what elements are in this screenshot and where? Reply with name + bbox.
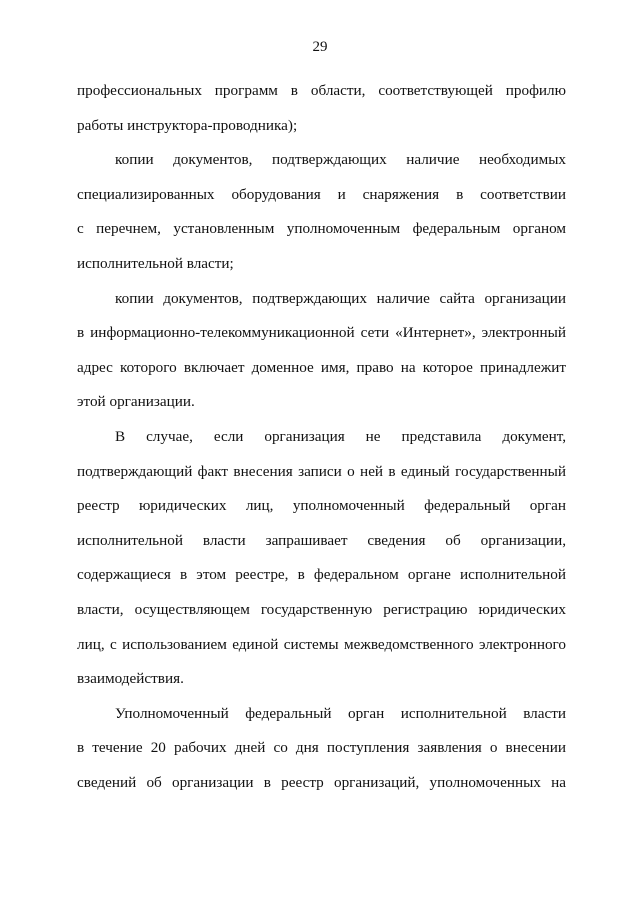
text-line: с перечнем, установленным уполномоченным федеральным органом: [77, 220, 566, 238]
text-line: в течение 20 рабочих дней со дня поступления заявления о внесении: [77, 739, 566, 757]
paragraph-5: [77, 697, 566, 801]
paragraph-2: [77, 143, 566, 281]
text-line: В случае, если организация не представила документ,: [115, 427, 566, 445]
text-line: исполнительной власти;: [77, 254, 234, 272]
text-line: исполнительной власти запрашивает сведения об организации,: [77, 531, 566, 549]
text-line: содержащиеся в этом реестре, в федеральном органе исполнительной: [77, 566, 566, 584]
text-line: власти, осуществляющем государственную регистрацию юридических: [77, 600, 566, 618]
text-line: сведений об организации в реестр организаций, уполномоченных на: [77, 773, 566, 791]
text-line: профессиональных программ в области, соответствующей профилю: [77, 82, 566, 99]
paragraph-4: [77, 420, 566, 697]
text-line: лиц, с использованием единой системы межведомственного электронного: [77, 635, 566, 653]
page-number: 29: [312, 39, 328, 55]
text-line: Уполномоченный федеральный орган исполнительной власти: [115, 704, 566, 722]
text-line: копии документов, подтверждающих наличие необходимых: [115, 151, 566, 169]
text-line: специализированных оборудования и снаряжения в соответствии: [77, 185, 566, 203]
text-line: работы инструктора-проводника);: [77, 116, 298, 134]
text-line: адрес которого включает доменное имя, право на которое принадлежит: [77, 358, 566, 376]
text-line: реестр юридических лиц, уполномоченный федеральный орган: [77, 497, 566, 515]
text-line: в информационно-телекоммуникационной сети «Интернет», электронный: [77, 324, 566, 342]
paragraph-3: [77, 282, 566, 420]
text-line: взаимодействия.: [77, 670, 184, 688]
text-line: этой организации.: [77, 393, 195, 411]
paragraph-1: [77, 74, 566, 143]
text-line: копии документов, подтверждающих наличие сайта организации: [115, 289, 566, 307]
text-line: подтверждающий факт внесения записи о ней в единый государственный: [77, 462, 566, 480]
document-body: [77, 74, 566, 800]
